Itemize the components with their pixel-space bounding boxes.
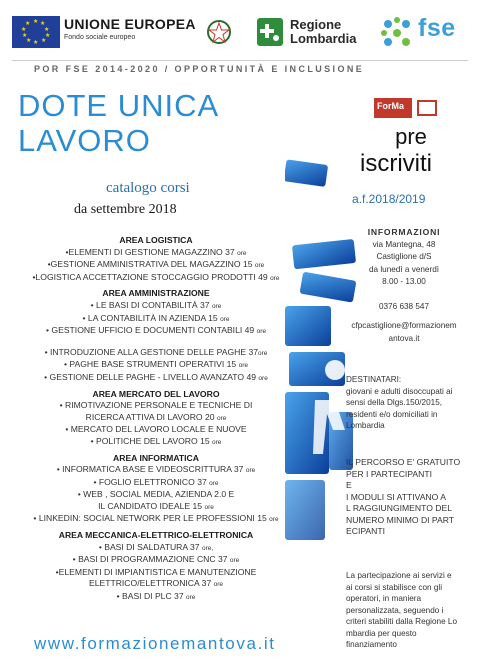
eu-flag-icon: ★ ★ ★ ★ ★ ★ ★ ★ ★ ★ (12, 16, 60, 48)
course-item: • RIMOTIVAZIONE PERSONALE E TECNICHE DI (59, 400, 253, 411)
italian-emblem-icon (205, 17, 233, 47)
forma-logo-icon (374, 98, 440, 118)
partecipazione-block: La partecipazione ai servizi e ai corsi si stabilisce con gli operatori, in maniera personalizzata, seguendo i criteri stabiliti dalla Regione Lo mbardia per questo finanziamento (346, 571, 458, 649)
iscriviti-label: iscriviti (360, 150, 432, 177)
regione-lombardia-text: Regione Lombardia (290, 17, 357, 46)
area-heading: AREA AMMINISTRAZIONE (102, 288, 210, 299)
percorso-block: IL PERCORSO E' GRATUITO PER I PARTECIPANTI E I MODULI SI ATTIVANO A L RAGGIUNGIMENTO DEL NUMERO MINIMO DI PART ECIPANTI (346, 457, 461, 536)
course-item: • BASI DI PROGRAMMAZIONE CNC 37 ore (72, 554, 240, 565)
course-item: • INFORMATICA BASE E VIDEOSCRITTURA 37 ore (56, 464, 256, 475)
regione-lombardia-logo-icon (257, 18, 283, 46)
course-item: • GESTIONE DELLE PAGHE - LIVELLO AVANZATO 49 ore (44, 371, 268, 382)
fse-text: fse (418, 14, 456, 42)
course-item: • BASI DI PLC 37 ore (116, 591, 196, 602)
course-item: • FOGLIO ELETTRONICO 37 ore (93, 476, 219, 487)
catalog-title: catalogo corsi (106, 180, 190, 196)
course-item: • LA CONTABILITÀ IN AZIENDA 15 ore (82, 312, 230, 323)
info-block (336, 226, 472, 345)
course-item: • POLITICHE DEL LAVORO 15 ore (90, 435, 222, 446)
area-heading: AREA INFORMATICA (113, 452, 199, 463)
pre-label: pre (395, 124, 427, 149)
course-item: • PAGHE BASE STRUMENTI OPERATIVI 15 ore (63, 359, 248, 370)
course-item: •ELEMENTI DI IMPIANTISTICA E MANUTENZIONE (55, 566, 257, 577)
header-divider (12, 60, 468, 61)
spacer (10, 338, 302, 347)
course-item: •ELEMENTI DI GESTIONE MAGAZZINO 37 ore (65, 246, 247, 257)
info-phone[interactable]: 0376 638 547 (378, 301, 430, 311)
course-catalog (10, 234, 302, 604)
course-item: •LOGISTICA ACCETTAZIONE STOCCAGGIO PRODOTTI 49 ore (32, 271, 280, 282)
eu-title: UNIONE EUROPEA (64, 16, 196, 32)
course-item: • LINKEDIN: SOCIAL NETWORK PER LE PROFESSIONI 15 ore (33, 513, 279, 524)
svg-text:ForMa: ForMa (377, 101, 404, 111)
info-address: via Mantegna, 48 (372, 239, 436, 249)
main-title: DOTE UNICA LAVORO (18, 88, 220, 158)
course-item: • INTRODUZIONE ALLA GESTIONE DELLE PAGHE 37ore (44, 346, 268, 357)
catalog-date: da settembre 2018 (74, 202, 177, 217)
eu-subtitle: Fondo sociale europeo (64, 34, 136, 41)
area-heading: AREA LOGISTICA (119, 235, 193, 245)
program-band: POR FSE 2014-2020 / OPPORTUNITÀ E INCLUSIONE (34, 64, 365, 74)
course-item: IL CANDIDATO IDEALE 15 ore (98, 500, 214, 511)
course-item: • MERCATO DEL LAVORO LOCALE E NUOVE (65, 424, 247, 435)
info-hours: 8.00 - 13.00 (382, 277, 426, 286)
info-city: Castiglione d/S (376, 252, 432, 261)
website-link[interactable]: www.formazionemantova.it (34, 634, 276, 653)
info-days: da lunedì a venerdì (368, 264, 440, 274)
course-item: • WEB , SOCIAL MEDIA, AZIENDA 2.0 E (77, 489, 235, 500)
course-item: •GESTIONE AMMINISTRATIVA DEL MAGAZZINO 15 ore (47, 259, 265, 270)
course-item: ELETTRICO/ELETTRONICA 37 ore (88, 578, 224, 589)
fse-logo-icon (380, 16, 414, 50)
area-heading: AREA MECCANICA-ELETTRICO-ELETTRONICA (58, 530, 254, 541)
course-item: • LE BASI DI CONTABILITÀ 37 ore (90, 299, 222, 310)
course-item: • BASI DI SALDATURA 37 ore, (98, 541, 214, 552)
info-title: INFORMAZIONI (367, 227, 441, 237)
course-item: • GESTIONE UFFICIO E DOCUMENTI CONTABILI 49 ore (46, 325, 266, 336)
area-heading: AREA MERCATO DEL LAVORO (92, 388, 220, 399)
academic-year: a.f.2018/2019 (352, 192, 426, 206)
destinatari-block: DESTINATARI: giovani e adulti disoccupati ai sensi della Dlgs.150/2015, residenti e/o domiciliati in Lombardia (346, 375, 453, 430)
info-email[interactable]: cfpcastiglione@formazionem antova.it (351, 321, 457, 343)
course-item: RICERCA ATTIVA DI LAVORO 20 ore (85, 411, 227, 422)
